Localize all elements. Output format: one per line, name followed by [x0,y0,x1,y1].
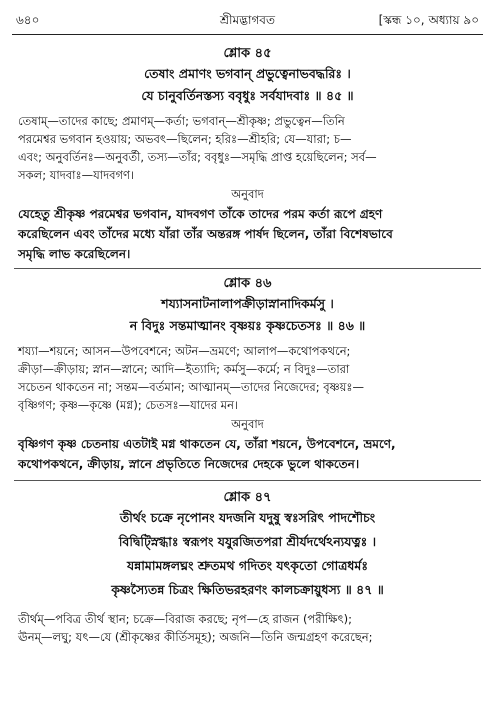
synonym-line: তেষাম্—তাদের কাছে; প্রমাণম্—কর্তা; ভগবান্—শ্রীকৃষ্ণ; প্রভুত্বেন—তিনি [18,114,345,128]
synonym-line: তীর্থম্—পবিত্র তীর্থ স্থান; চক্রে—বিরাজ করছে; নৃপ—হে রাজন (পরীক্ষিৎ); [18,612,352,626]
synonym-line: শয্যা—শয়নে; আসন—উপবেশনে; অটন—ভ্রমণে; আলাপ—কথোপকথনে; [18,344,351,358]
synonym-line: সচেতন থাকতেন না; সন্তম—বর্তমান; আত্মানম্—তাদের নিজেদের; বৃষ্ণয়ঃ— [18,380,365,394]
verse-47-line-3: যন্নামামঙ্গলঘ্নং শ্রুতমথ গদিতং যৎকৃতো গোত্রধর্মঃ [126,558,369,573]
translation-line: যেহেতু শ্রীকৃষ্ণ পরমেশ্বর ভগবান, যাদবগণ তাঁকে তাদের পরম কর্তা রূপে গ্রহণ [18,207,383,221]
translation-line: সমৃদ্ধি লাভ করেছিলেন। [18,247,131,261]
verse-45-title: শ্লোক ৪৫ [223,46,272,61]
verse-45-translation-title: অনুবাদ [231,187,264,201]
header-rule [12,34,483,35]
verse-46-synonyms [18,342,477,414]
translation-line: কথোপকথনে, ক্রীড়ায়, স্নানে প্রভৃতিতে নিজেদের দেহকে ভুলে থাকতেন। [18,457,360,471]
synonym-line: ঊনম্—লঘু; যৎ—যে (শ্রীকৃষ্ণের কীর্তিসমূহ); অজনি—তিনি জন্মগ্রহণ করেছেন; [18,630,373,644]
verse-47-line-4: কৃষ্ণস্যৈতন্ন চিত্রং ক্ষিতিভরহরণং কালচক্রায়ুধস্য ॥ ৪৭ ॥ [111,582,384,597]
verse-47-line-2: বিদ্বিট্স্নিগ্ধাঃ স্বরূপং যযুরজিতপরা শ্রীর্যদর্থেঽন্যযত্নঃ । [118,534,377,549]
synonym-line: পরমেশ্বর ভগবান হওয়ায়; অভবৎ—ছিলেন; হরিঃ—শ্রীহরি; যে—যারা; চ— [18,132,352,146]
synonym-line: এবং; অনুবর্তিনঃ—অনুবর্তী, তস্য—তাঁর; ববৃধুঃ—সমৃদ্ধি প্রাপ্ত হয়েছিলেন; সর্ব— [18,150,377,164]
translation-line: করেছিলেন এবং তাঁদের মধ্যে যাঁরা তাঁর অন্তরঙ্গ পার্ষদ ছিলেন, তাঁরা বিশেষভাবে [18,227,393,241]
verse-45-line-1: তেষাং প্রমাণং ভগবান্ প্রভুত্বেনাভবদ্ধরিঃ । [144,66,351,81]
verse-46-title: শ্লোক ৪৬ [223,276,272,291]
verse-46-translation [18,434,477,474]
verse-46-line-1: শয্যাসনাটনালাপক্রীড়াস্নানাদিকর্মসু । [161,296,334,311]
verse-47-synonyms [18,610,477,646]
page-header [16,12,479,34]
section-rule [14,268,481,269]
synonym-line: ক্রীড়া—ক্রীড়ায়; স্নান—স্নানে; আদি—ইত্যাদি; কর্মসু—কর্মে; ন বিদুঃ—তারা [18,362,350,376]
book-title: শ্রীমদ্ভাগবত [219,13,275,27]
verse-46-line-2: ন বিদুঃ সন্তমাত্মানং বৃষ্ণয়ঃ কৃষ্ণচেতসঃ ॥ ৪৬ ॥ [129,318,366,333]
page-number: ৬৪০ [16,13,40,27]
section-rule [14,480,481,481]
verse-45-line-2: যে চানুবর্তিনস্তস্য ববৃধুঃ সর্বযাদবাঃ ॥ ৪৫ ॥ [141,88,354,103]
verse-45-synonyms [18,112,477,184]
synonym-line: সকল; যাদবাঃ—যাদবগণ। [18,168,135,182]
verse-45-translation [18,204,477,264]
canto-chapter: [স্কন্ধ ১০, অধ্যায় ৯০ [378,13,479,27]
translation-line: বৃষ্ণিগণ কৃষ্ণ চেতনায় এতটাই মগ্ন থাকতেন যে, তাঁরা শয়নে, উপবেশনে, ভ্রমণে, [18,437,396,451]
verse-46-translation-title: অনুবাদ [231,417,264,431]
verse-47-title: শ্লোক ৪৭ [223,490,272,505]
synonym-line: বৃষ্ণিগণ; কৃষ্ণ—কৃষ্ণে (মগ্ন); চেতসঃ—যাদের মন। [18,398,239,412]
verse-47-line-1: তীর্থং চক্রে নৃপোনং যদজনি যদুষু স্বঃসরিৎ পাদশৌচং [119,510,376,525]
